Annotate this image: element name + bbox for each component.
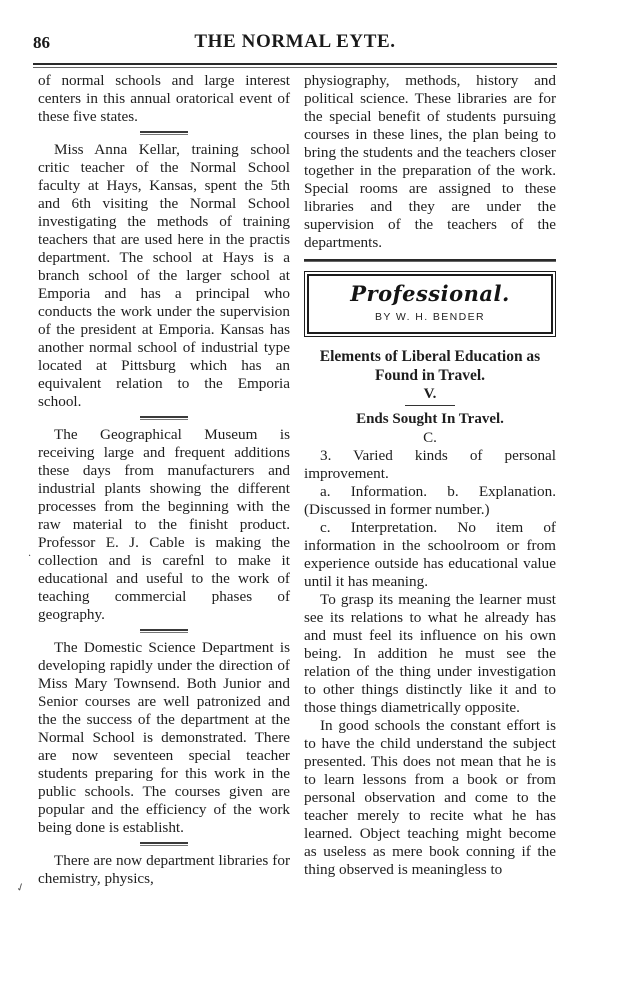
paragraph-point-c: c. Interpretation. No item of information in the schoolroom or from experience outside has educational value until it has meaning. [304,519,556,590]
separator-rule [140,416,188,420]
page-header [33,31,557,53]
header-rule [33,63,557,65]
paragraph-geographical-museum: The Geographical Museum is receiving large and frequent additions these days from manufacturers and industrial plants showing the different processes from the beginning with the raw material to the finisht product. Professor E. J. Cable is making the collection and is carefnl to make it educational and useful to the work of teaching commercial phases of geography. [38,426,290,623]
right-column [304,72,556,879]
page-number: 86 [33,33,50,52]
department-heading-inner [307,274,553,334]
separator-rule [140,842,188,846]
department-heading-box [304,271,556,337]
article-title-line-1: Elements of Liberal Education as [319,348,541,365]
department-title: Professional. [350,281,510,306]
check-mark-icon: ✓ [14,879,28,896]
paragraph-good-schools: In good schools the constant effort is to have the child understand the subject presented. This does not mean that he is to learn lessons from a book or from personal observation and come to the teacher merely to recite what he has learned. Object teaching might become as useless as mere book conning if the thing observed is meaningless to [304,717,556,878]
paragraph-domestic-science: The Domestic Science Department is developing rapidly under the direction of Miss Mary Townsend. Both Junior and Senior courses are well patronized and the the success of the department at the Normal School is demonstrated. There are now seventeen special teacher students preparing for this work in the public schools. The courses given are popular and the efficiency of the work being done is establisht. [38,639,290,836]
margin-dot-mark: · [28,551,32,562]
paragraph-libraries-continuation: physiography, methods, history and political science. These libraries are for the special benefit of students pursuing courses in these lines, the plan being to bring the students and the teachers closer together in the preparation of the work. Special rooms are assigned to these libraries and they are under the supervision of the teachers of the departments. [304,72,556,251]
article-title-line-2: Found in Travel. [374,367,486,384]
separator-rule [140,629,188,633]
left-column [38,72,290,888]
article-part-number: V. [423,386,437,402]
paragraph-continuation: of normal schools and large interest centers in this annual oratorical event of these five states. [38,72,290,125]
journal-title: THE NORMAL EYTE. [194,31,396,52]
article-section-letter: C. [423,430,437,446]
article-separator [405,405,455,407]
section-rule [304,259,556,262]
paragraph-point-3: 3. Varied kinds of personal improvement. [304,447,556,482]
article-subheading: Ends Sought In Travel. [356,411,504,427]
paragraph-points-a-b: a. Information. b. Explanation. (Discussed in former number.) [304,483,556,518]
paragraph-department-libraries: There are now department libraries for chemistry, physics, [38,852,290,887]
department-byline: BY W. H. BENDER [374,311,486,323]
paragraph-grasp-meaning: To grasp its meaning the learner must see its relations to what he already has and must feel its influence on his own being. In addition he must see the relation of the thing under investigation to other things distinctly like it and to those things diametrically opposite. [304,591,556,716]
paragraph-anna-kellar: Miss Anna Kellar, training school critic teacher of the Normal School faculty at Hays, Kansas, spent the 5th and 6th visiting the Normal School investigating the methods of training teachers that are used here in the practis department. The school at Hays is a branch school of the larger school at Emporia and has a principal who conducts the work under the supervision of the president at Emporia. Kansas has another normal school of industrial type located at Pittsburg which has an equivalent relation to the Emporia school. [38,141,290,410]
separator-rule [140,131,188,135]
